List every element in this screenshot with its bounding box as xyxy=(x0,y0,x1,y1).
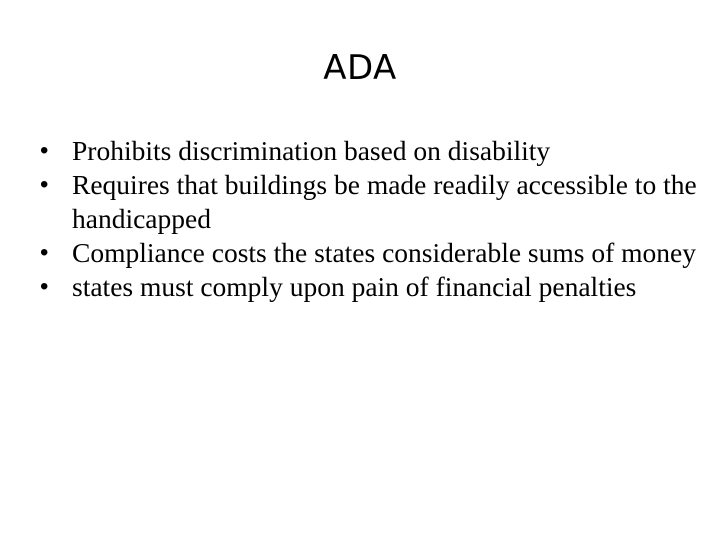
bullet-icon: • xyxy=(40,239,49,266)
bullet-icon: • xyxy=(40,137,49,164)
bullet-icon: • xyxy=(40,273,49,300)
bullet-text: Compliance costs the states considerable sums of money xyxy=(72,237,696,268)
slide-title: ADA xyxy=(323,48,397,88)
bullet-list xyxy=(40,134,700,304)
bullet-text: Requires that buildings be made readily accessible to the handicapped xyxy=(72,169,697,234)
bullet-text: Prohibits discrimination based on disability xyxy=(72,135,551,166)
bullet-item xyxy=(40,134,700,168)
bullet-item xyxy=(40,236,700,270)
bullet-text: states must comply upon pain of financial penalties xyxy=(72,271,637,302)
bullet-icon: • xyxy=(40,171,49,198)
bullet-item xyxy=(40,270,700,304)
bullet-item xyxy=(40,168,700,236)
